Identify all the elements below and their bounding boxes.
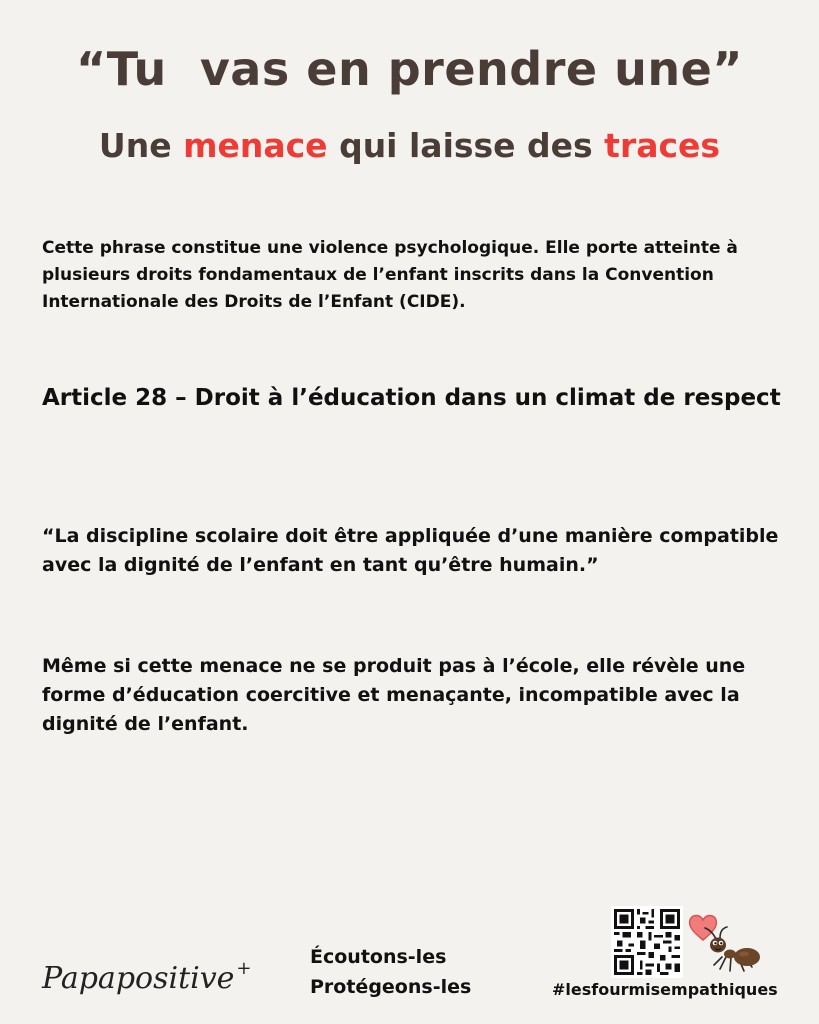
subtitle-accent-traces: traces (604, 126, 721, 165)
subtitle-text-2: qui laisse des (327, 126, 605, 165)
page-title: “Tu vas en prendre une” (75, 42, 744, 96)
hashtag: #lesfourmisempathiques (552, 980, 778, 999)
article-quote: “La discipline scolaire doit être appliquée d’une manière compatible avec la dignité de l’enfant en tant qu’être humain.” (42, 525, 779, 576)
slogan-line-2: Protégeons-les (310, 976, 472, 998)
article-heading: Article 28 – Droit à l’éducation dans un climat de respect (42, 385, 781, 411)
brand-logo (42, 958, 252, 996)
subtitle-text-1: Une (98, 126, 184, 165)
ant-icon (700, 925, 764, 981)
brand-name: Papapositive (42, 961, 235, 996)
qr-code-icon[interactable] (611, 906, 683, 978)
intro-paragraph: Cette phrase constitue une violence psychologique. Elle porte atteinte à plusieurs droits fondamentaux de l’enfant inscrits dans la Convention Internationale des Droits de l’Enfant (CIDE). (42, 238, 738, 312)
explanation-paragraph: Même si cette menace ne se produit pas à l’école, elle révèle une forme d’éducation coercitive et menaçante, incompatible avec la dignité de l’enfant. (42, 655, 746, 735)
subtitle-accent-menace: menace (183, 126, 328, 165)
slogan-line-1: Écoutons-les (310, 946, 447, 968)
brand-mark: + (236, 958, 252, 979)
slogan (310, 942, 471, 1002)
page-subtitle (0, 126, 819, 165)
